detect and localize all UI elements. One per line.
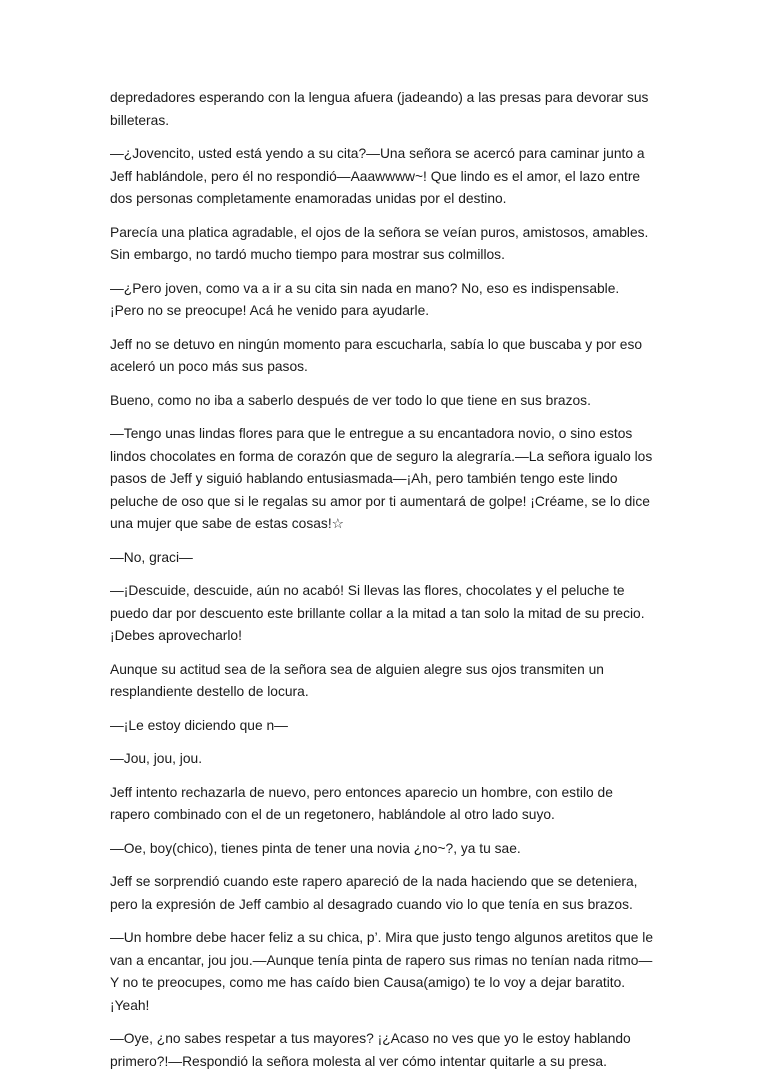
paragraph: —¿Pero joven, como va a ir a su cita sin nada en mano? No, eso es indispensable. ¡Pero no se preocupe! Acá he venido para ayudarle. xyxy=(110,280,620,318)
paragraph: depredadores esperando con la lengua afuera (jadeando) a las presas para devorar sus billeteras. xyxy=(110,90,649,128)
paragraph: —Tengo unas lindas flores para que le entregue a su encantadora novio, o sino estos lindos chocolates en forma de corazón que de seguro la alegraría.—La señora igualo los pasos de Jeff y siguió hablando entusiasmada—¡Ah, pero también tengo este lindo peluche de oso que si le regalas su amor por ti aumentará de golpe! ¡Créame, se lo dice una mujer que sabe de estas cosas!☆ xyxy=(110,426,653,531)
document-body xyxy=(110,87,656,1084)
paragraph: —Jou, jou, jou. xyxy=(110,751,203,766)
paragraph: Jeff no se detuvo en ningún momento para escucharla, sabía lo que buscaba y por eso aceleró un poco más sus pasos. xyxy=(110,336,643,374)
paragraph: Aunque su actitud sea de la señora sea de alguien alegre sus ojos transmiten un resplandiente destello de locura. xyxy=(110,661,604,699)
paragraph: —¡Le estoy diciendo que n— xyxy=(110,717,288,733)
paragraph: —¡Descuide, descuide, aún no acabó! Si llevas las flores, chocolates y el peluche te puedo dar por descuento este brillante collar a la mitad a tan solo la mitad de su precio. ¡Debes aprovecharlo! xyxy=(110,583,645,643)
paragraph: Parecía una platica agradable, el ojos de la señora se veían puros, amistosos, amables. Sin embargo, no tardó mucho tiempo para mostrar sus colmillos. xyxy=(110,224,649,262)
paragraph: —Oye, ¿no sabes respetar a tus mayores? ¡¿Acaso no ves que yo le estoy hablando primero?!—Respondió la señora molesta al ver cómo intentar quitarle a su presa. xyxy=(110,1031,631,1069)
paragraph: —Un hombre debe hacer feliz a su chica, p’. Mira que justo tengo algunos aretitos que le van a encantar, jou jou.—Aunque tenía pinta de rapero sus rimas no tenían nada ritmo—Y no te preocupes, como me has caído bien Causa(amigo) te lo voy a dejar baratito. ¡Yeah! xyxy=(110,930,653,1013)
paragraph: —Oe, boy(chico), tienes pinta de tener una novia ¿no~?, ya tu sae. xyxy=(110,840,521,856)
paragraph: Jeff intento rechazarla de nuevo, pero entonces aparecio un hombre, con estilo de rapero combinado con el de un regetonero, hablándole al otro lado suyo. xyxy=(110,784,613,822)
paragraph: —No, graci— xyxy=(110,549,193,565)
paragraph: —¿Jovencito, usted está yendo a su cita?—Una señora se acercó para caminar junto a Jeff hablándole, pero él no respondió—Aaawwww~! Que lindo es el amor, el lazo entre dos personas completamente enamoradas unidas por el destino. xyxy=(110,146,645,206)
paragraph: Jeff se sorprendió cuando este rapero apareció de la nada haciendo que se deteniera, pero la expresión de Jeff cambio al desagrado cuando vio lo que tenía en sus brazos. xyxy=(110,874,638,912)
paragraph: Bueno, como no iba a saberlo después de ver todo lo que tiene en sus brazos. xyxy=(110,392,591,408)
